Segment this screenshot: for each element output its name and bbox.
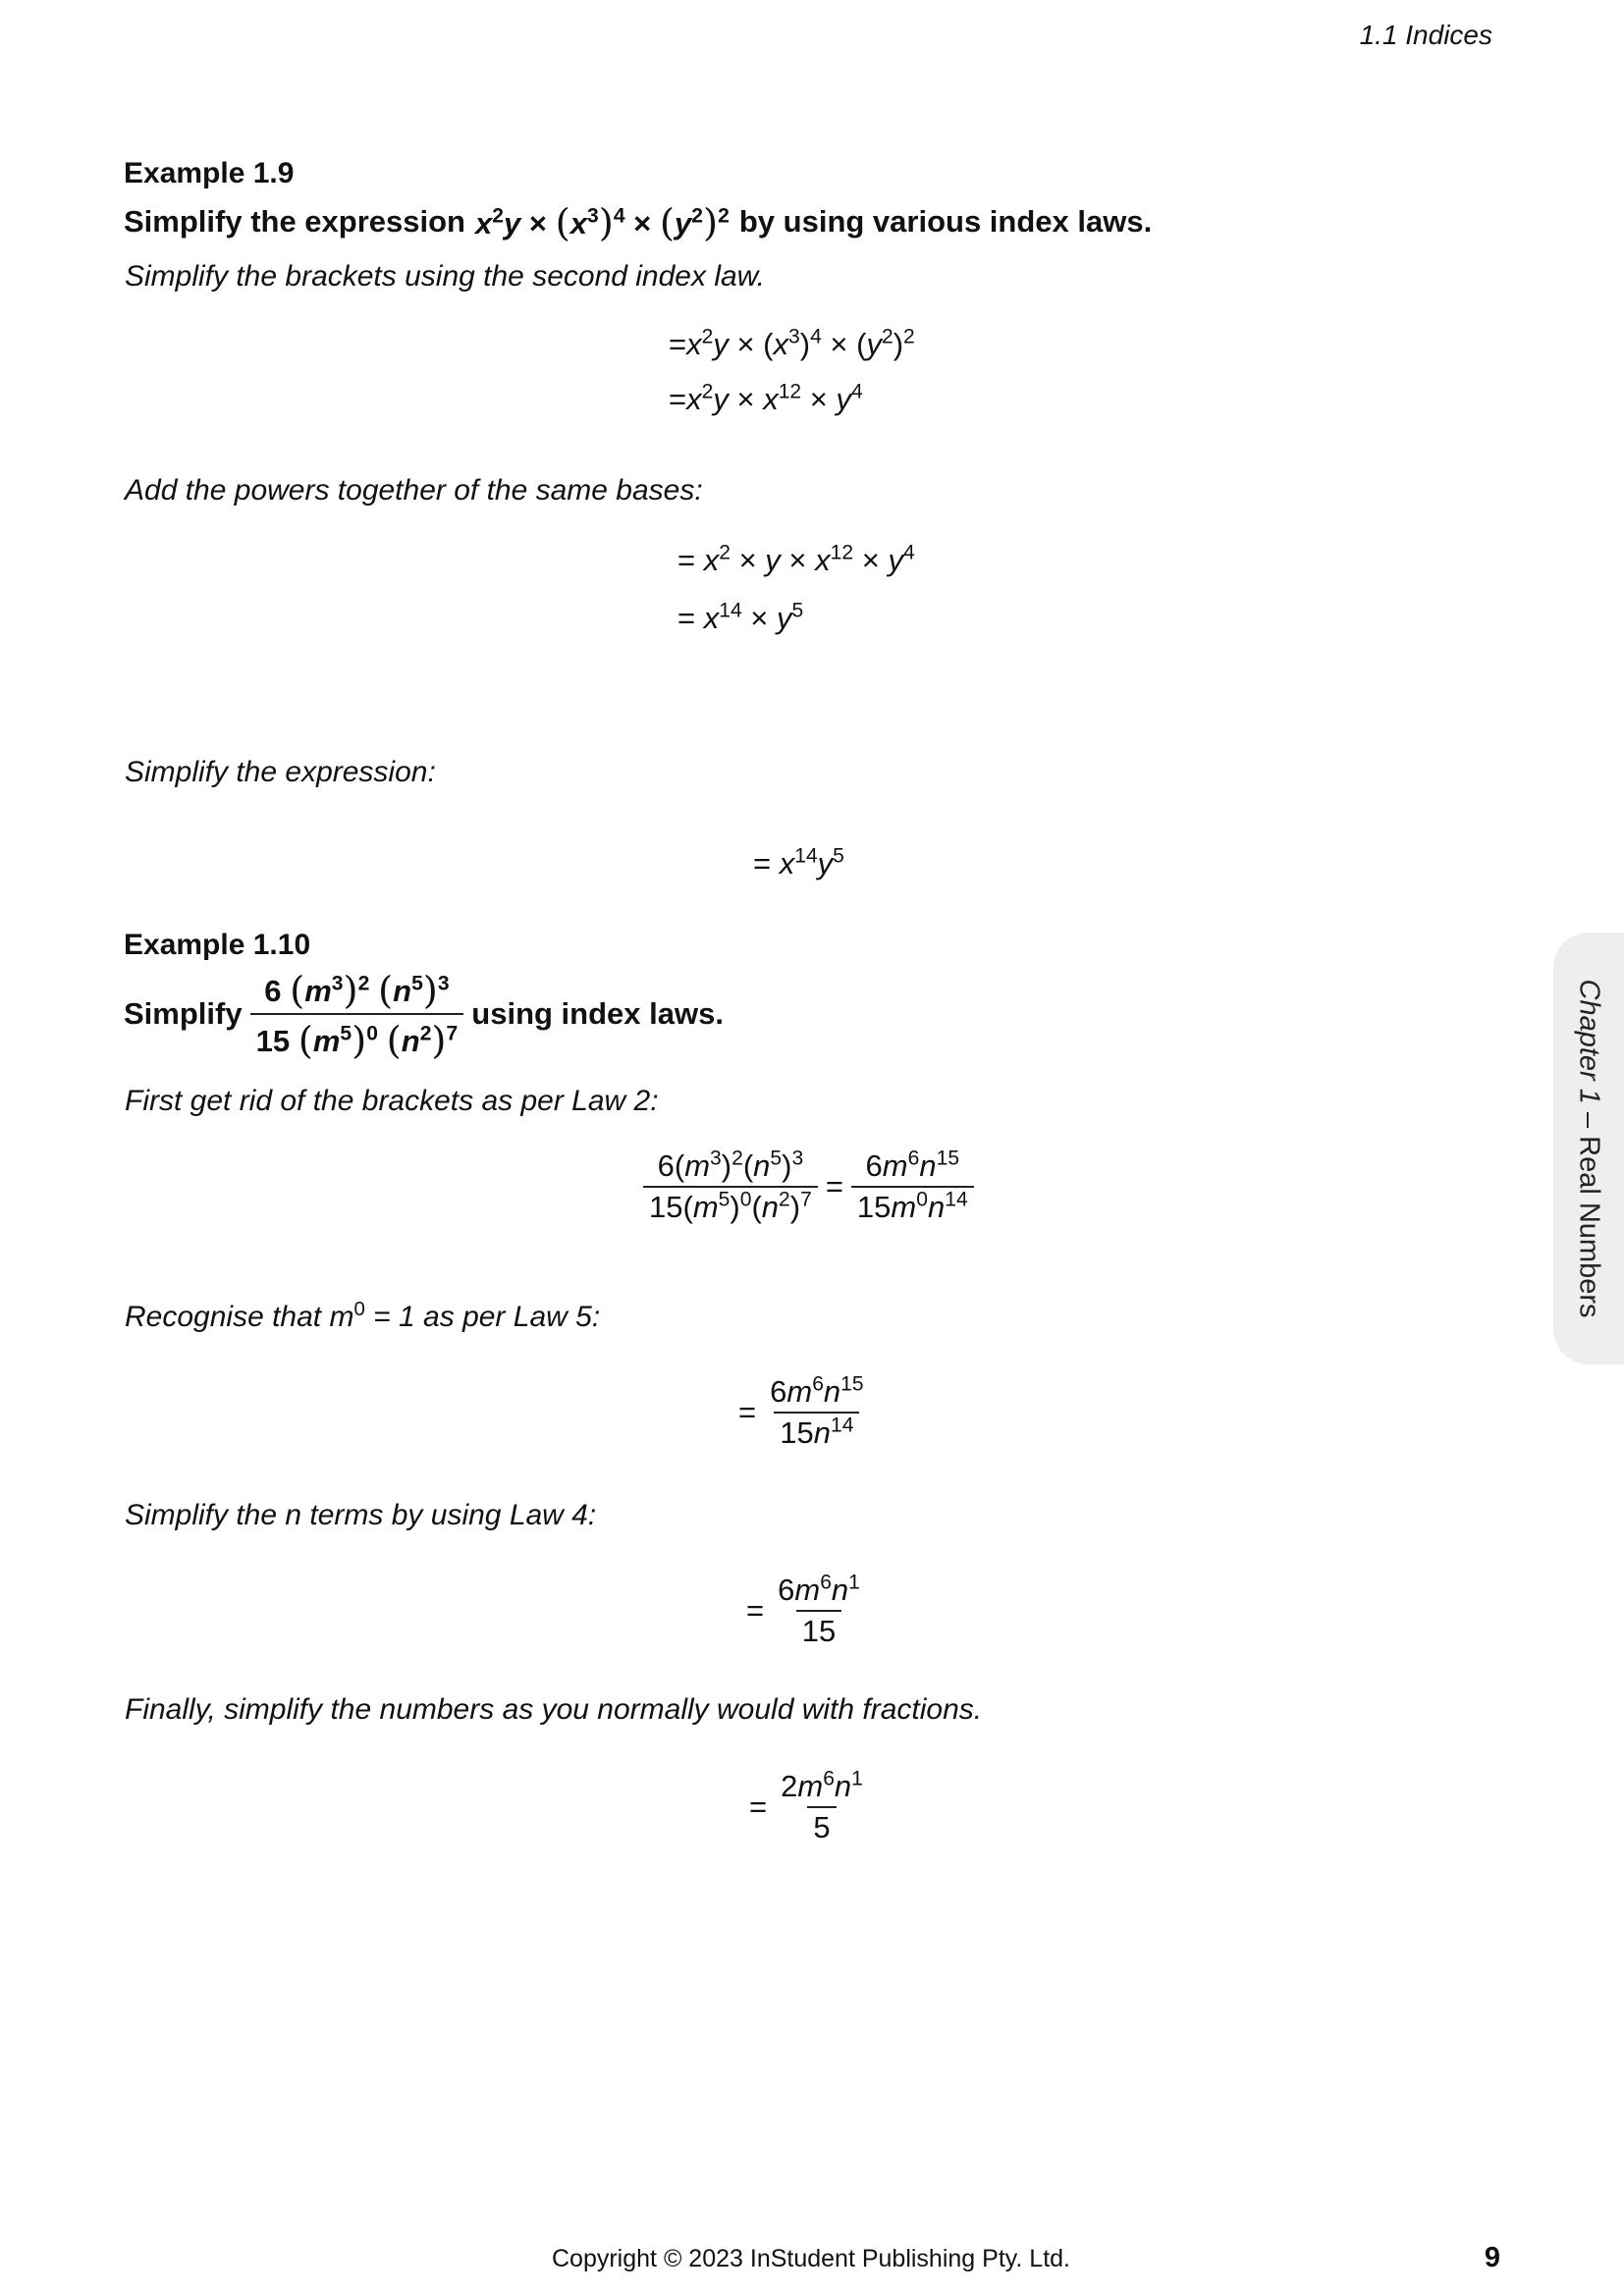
step1-line1: $=x^2y \times (x^3)^4 \times (y^2)^2$	[669, 325, 915, 361]
prompt-prefix: Simplify	[124, 996, 243, 1031]
step3-fraction: $\frac{6m^6n^1}{15}$	[778, 1571, 860, 1648]
chapter-number: Chapter 1	[1573, 979, 1605, 1104]
page-number: 9	[1484, 2242, 1500, 2273]
step3-result: = $x^{14}y^5$	[753, 844, 844, 881]
chapter-dash: –	[1573, 1111, 1605, 1129]
example-1-10-title: Example 1.10	[124, 929, 311, 961]
chapter-title: Real Numbers	[1573, 1136, 1605, 1318]
prompt-expression: $x^2y \times (x^3)^4 \times (y^2)^2$	[475, 200, 730, 245]
chapter-side-label	[1573, 980, 1605, 1318]
example-1-9-step3-text: Simplify the expression:	[125, 756, 436, 788]
example-1-10-step2-text	[125, 1298, 601, 1334]
step2-line2: = $x^{14} \times y^5$	[677, 599, 804, 635]
step2-result: = $\frac{6m^6n^{15}}{15n^{14}}$	[738, 1374, 870, 1451]
example-1-10-step1-text: First get rid of the brackets as per Law 2:	[125, 1085, 659, 1117]
example-1-9-title: Example 1.9	[124, 157, 295, 189]
prompt-suffix: by using various index laws.	[738, 203, 1153, 239]
step2-fraction: $\frac{6m^6n^{15}}{15n^{14}}$	[770, 1372, 864, 1450]
example-1-9-step1-text: Simplify the brackets using the second index law.	[125, 260, 766, 293]
prompt-suffix: using index laws.	[471, 996, 724, 1031]
prompt-fraction: $\frac{6 (m^3)^2 (n^5)^3}{15 (m^5)^0 (n^2)^7}$	[250, 967, 464, 1061]
example-1-9-step2-text: Add the powers together of the same bases:	[125, 474, 703, 507]
chapter-side-tab	[1553, 933, 1624, 1364]
example-1-10-step4-text: Finally, simplify the numbers as you normally would with fractions.	[125, 1693, 983, 1726]
step1-lhs-fraction: $\frac{6(m^3)^2(n^5)^3}{15(m^5)^0(n^2)^7}$	[643, 1148, 818, 1225]
step1-equation: $\frac{6(m^3)^2(n^5)^3}{15(m^5)^0(n^2)^7}$ = $\frac{6m^6n^{15}}{15m^0n^{14}}$	[643, 1148, 974, 1225]
step1-rhs-fraction: $\frac{6m^6n^{15}}{15m^0n^{14}}$	[851, 1148, 974, 1225]
section-header: 1.1 Indices	[1359, 20, 1492, 50]
example-1-9-prompt	[124, 199, 1152, 243]
example-1-10-prompt	[124, 967, 724, 1061]
copyright-footer: Copyright © 2023 InStudent Publishing Pty. Ltd.	[552, 2245, 1071, 2272]
example-1-10-step3-text: Simplify the n terms by using Law 4:	[125, 1499, 597, 1531]
step1-line2: $=x^2y \times x^{12} \times y^4$	[669, 380, 863, 416]
step4-fraction: $\frac{2m^6n^1}{5}$	[781, 1767, 863, 1844]
step3-result: = $\frac{6m^6n^1}{15}$	[746, 1573, 866, 1649]
step2-text-b: = 1 as per Law 5:	[373, 1301, 601, 1333]
m-zero-expression: $m^0$	[329, 1298, 365, 1333]
step4-result: = $\frac{2m^6n^1}{5}$	[749, 1769, 869, 1845]
step2-text-a: Recognise that	[125, 1301, 322, 1333]
prompt-prefix: Simplify the expression	[124, 203, 465, 239]
step2-line1: = $x^2 \times y \times x^{12} \times y^4$	[677, 541, 915, 577]
